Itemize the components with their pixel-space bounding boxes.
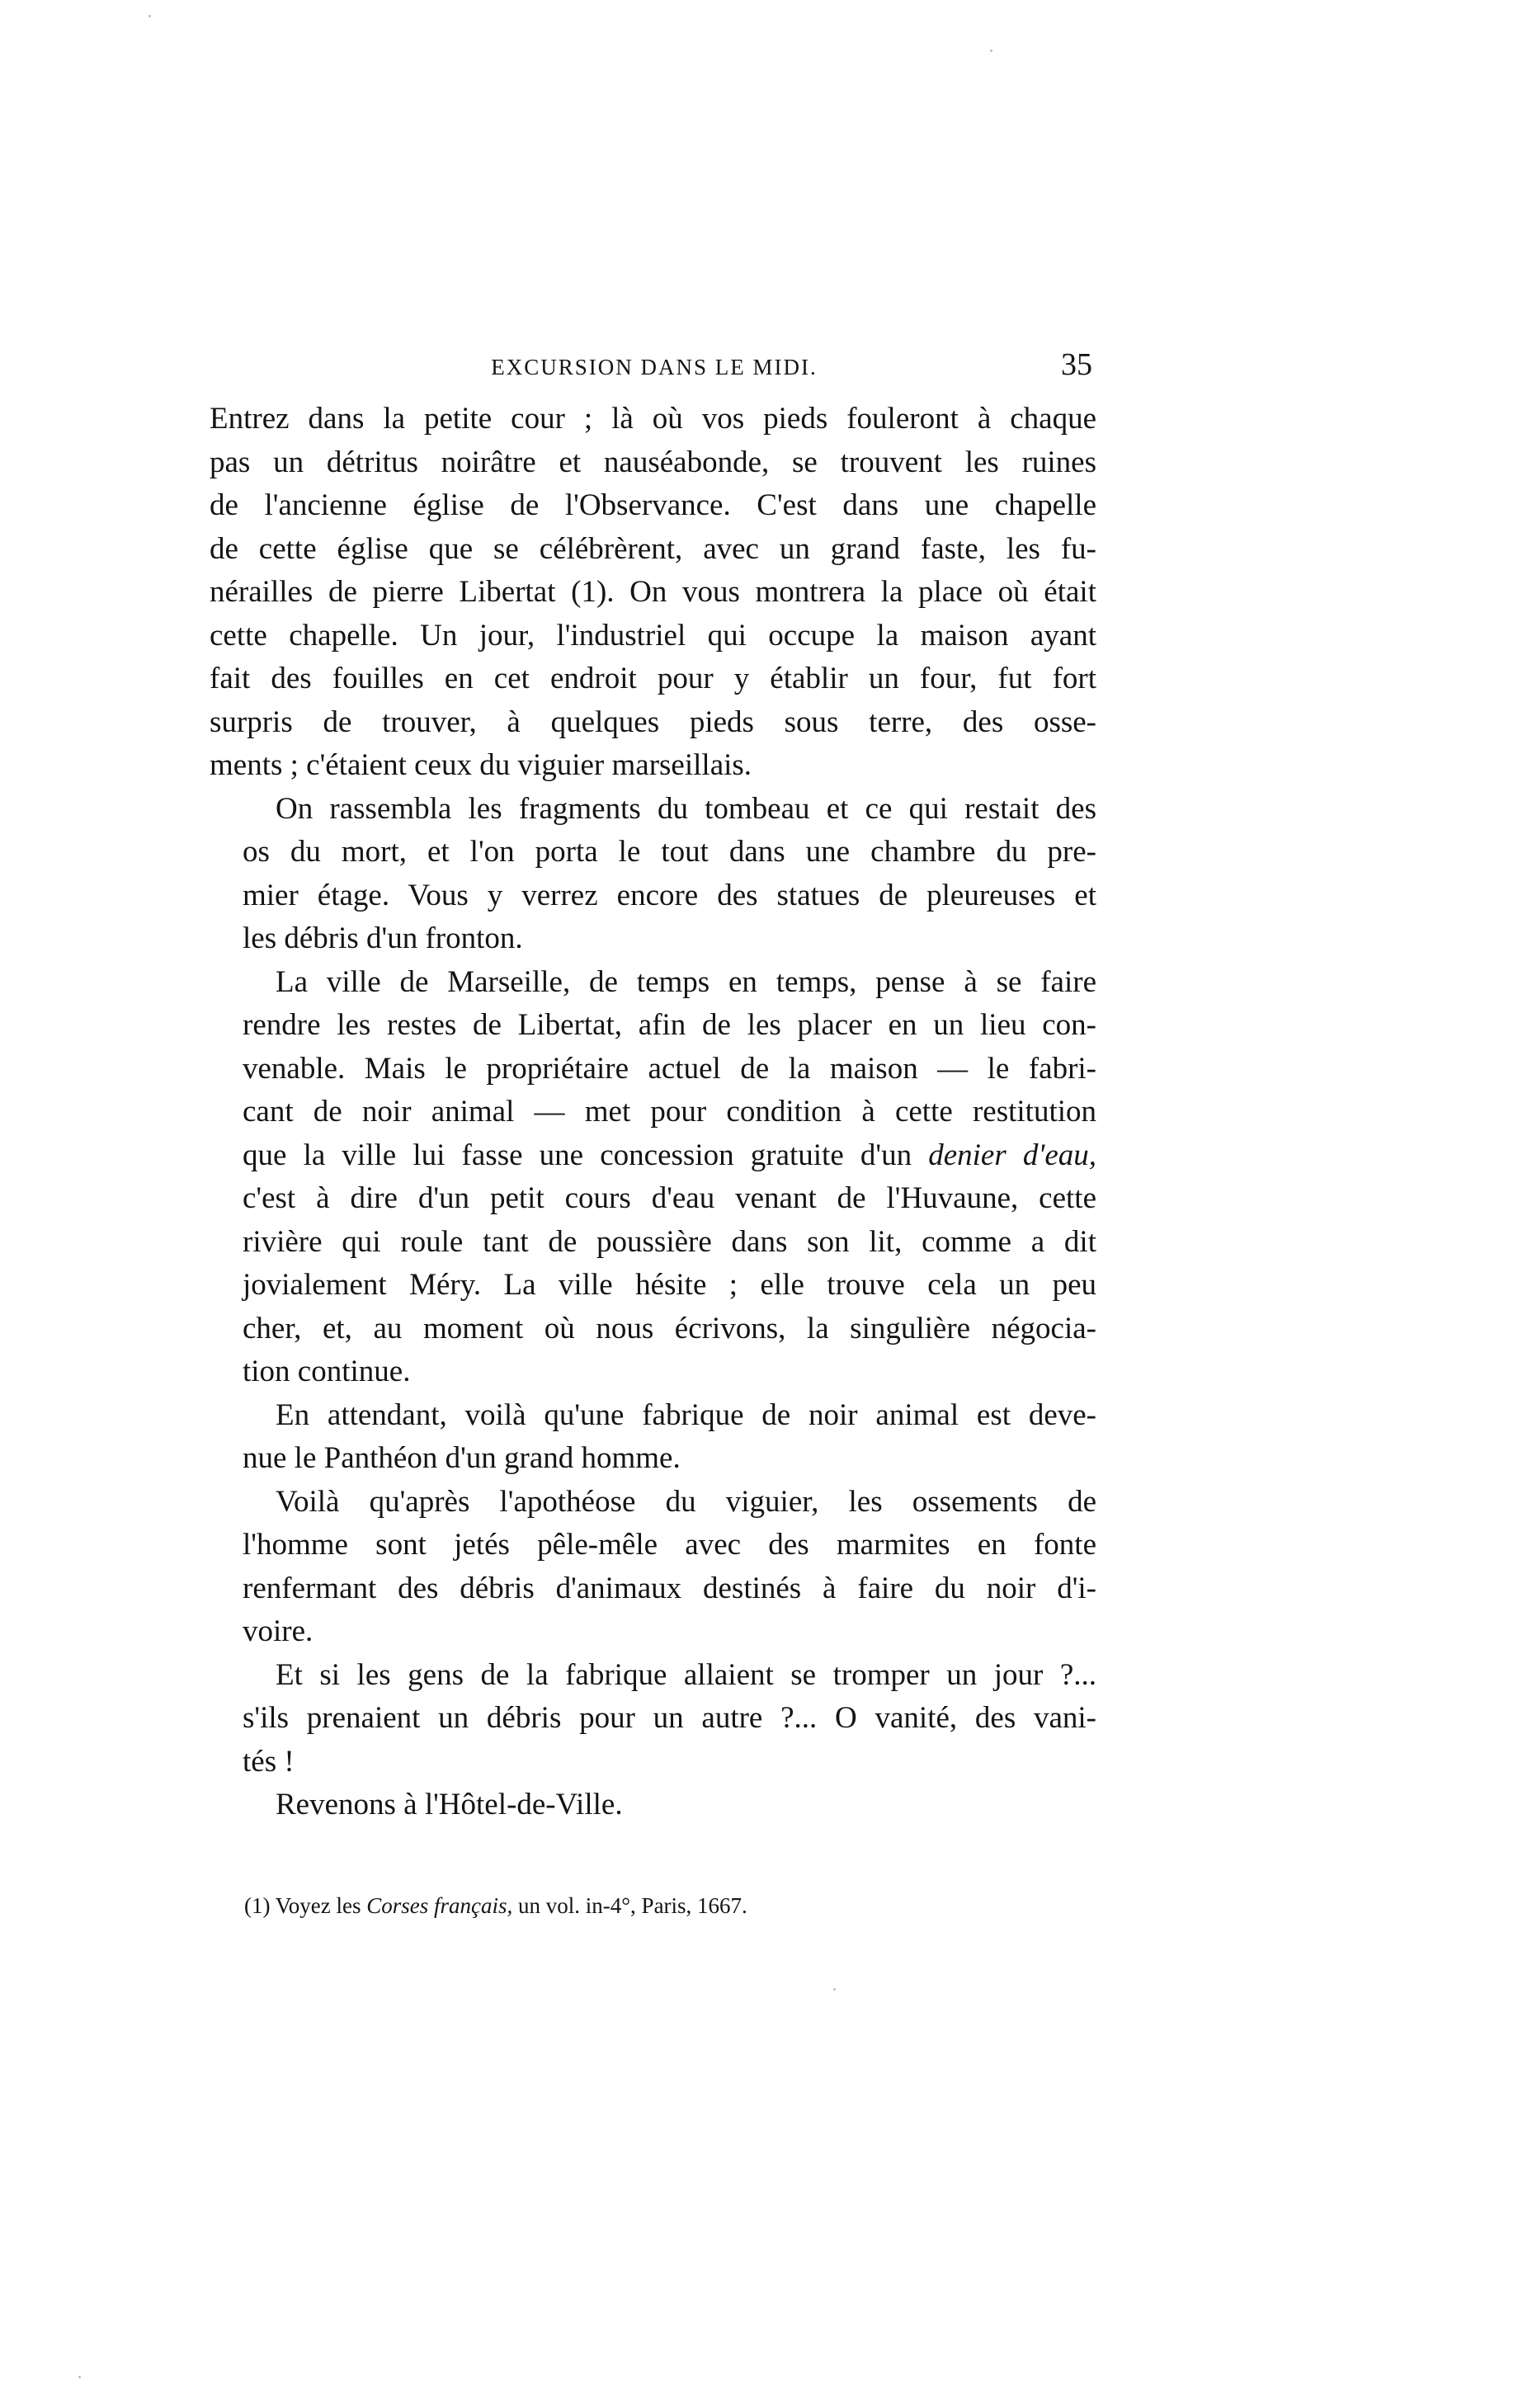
text-line: cant de noir animal — met pour condition à cette restitution — [243, 1095, 1096, 1129]
italic-term: denier d'eau, — [928, 1138, 1096, 1172]
text-line: de l'ancienne église de l'Observance. C'est dans une chapelle — [210, 488, 1096, 522]
text-line: On rassembla les fragments du tombeau et ce qui restait des — [276, 791, 1096, 826]
paper-speck — [78, 2376, 81, 2378]
footnote — [244, 1889, 1069, 1922]
text-line: jovialement Méry. La ville hésite ; elle trouve cela un peu — [243, 1268, 1096, 1302]
text-line: cher, et, au moment où nous écrivons, la singulière négocia- — [243, 1311, 1096, 1345]
text-line: rivière qui roule tant de poussière dans son lit, comme a dit — [243, 1224, 1096, 1259]
text-line: Entrez dans la petite cour ; là où vos pieds fouleront à chaque — [210, 402, 1096, 436]
paragraph-1 — [210, 398, 1096, 788]
text-line: En attendant, voilà qu'une fabrique de noir animal est deve- — [276, 1397, 1096, 1432]
footnote-text: (1) Voyez les — [244, 1893, 367, 1918]
running-head — [213, 346, 1096, 393]
paragraph-3 — [210, 961, 1096, 1394]
text-line: Revenons à l'Hôtel-de-Ville. — [276, 1788, 623, 1821]
text-line: rendre les restes de Libertat, afin de les placer en un lieu con- — [243, 1008, 1096, 1042]
text-line: cette chapelle. Un jour, l'industriel qui occupe la maison ayant — [210, 618, 1096, 653]
text-line: s'ils prenaient un débris pour un autre ?... O vanité, des vani- — [243, 1701, 1096, 1735]
text-line: renfermant des débris d'animaux destinés à faire du noir d'i- — [243, 1571, 1096, 1605]
text-line: Et si les gens de la fabrique allaient se tromper un jour ?... — [276, 1657, 1096, 1692]
paragraph-7 — [210, 1784, 1096, 1827]
text-line: Voilà qu'après l'apothéose du viguier, les ossements de — [276, 1484, 1096, 1519]
text-line: tés ! — [243, 1744, 295, 1779]
paper-speck — [990, 49, 992, 52]
text-line: La ville de Marseille, de temps en temps, pense à se faire — [276, 964, 1096, 999]
text-line: les débris d'un fronton. — [243, 921, 523, 955]
text-line: nue le Panthéon d'un grand homme. — [243, 1441, 681, 1475]
paragraph-5 — [210, 1481, 1096, 1654]
text-line: ments ; c'étaient ceux du viguier marseillais. — [210, 748, 752, 782]
paper-speck — [148, 15, 151, 17]
text-line: pas un détritus noirâtre et nauséabonde, se trouvent les ruines — [210, 445, 1096, 479]
running-title: EXCURSION DANS LE MIDI. — [491, 355, 818, 379]
text-line: l'homme sont jetés pêle-mêle avec des marmites en fonte — [243, 1528, 1096, 1562]
text-line: c'est à dire d'un petit cours d'eau venant de l'Huvaune, cette — [243, 1181, 1096, 1215]
page-number: 35 — [1061, 347, 1092, 382]
text-line: surpris de trouver, à quelques pieds sous terre, des osse- — [210, 704, 1096, 739]
body-text — [210, 398, 1096, 1827]
paragraph-2 — [210, 788, 1096, 961]
text-line: de cette église que se célébrèrent, avec un grand faste, les fu- — [210, 531, 1096, 566]
text-line-with-italic — [210, 1134, 1096, 1178]
text-line: tion continue. — [243, 1355, 411, 1388]
text-line: venable. Mais le propriétaire actuel de la maison — le fabri- — [243, 1051, 1096, 1086]
paragraph-6 — [210, 1654, 1096, 1784]
text-line: fait des fouilles en cet endroit pour y établir un four, fut fort — [210, 662, 1096, 695]
text-line: voire. — [243, 1614, 314, 1648]
footnote-italic-title: Corses français, — [366, 1893, 513, 1918]
paper-speck — [833, 1988, 836, 1991]
paragraph-4 — [210, 1394, 1096, 1481]
text-segment: que la ville lui fasse une concession gratuite d'un — [243, 1138, 929, 1172]
footnote-text: un vol. in-4°, Paris, 1667. — [512, 1893, 747, 1918]
text-line: mier étage. Vous y verrez encore des statues de pleureuses et — [243, 878, 1096, 912]
text-line-with-footnote-ref: nérailles de pierre Libertat (1). On vous montrera la place où était — [210, 575, 1096, 609]
text-line: os du mort, et l'on porta le tout dans une chambre du pre- — [243, 835, 1096, 869]
